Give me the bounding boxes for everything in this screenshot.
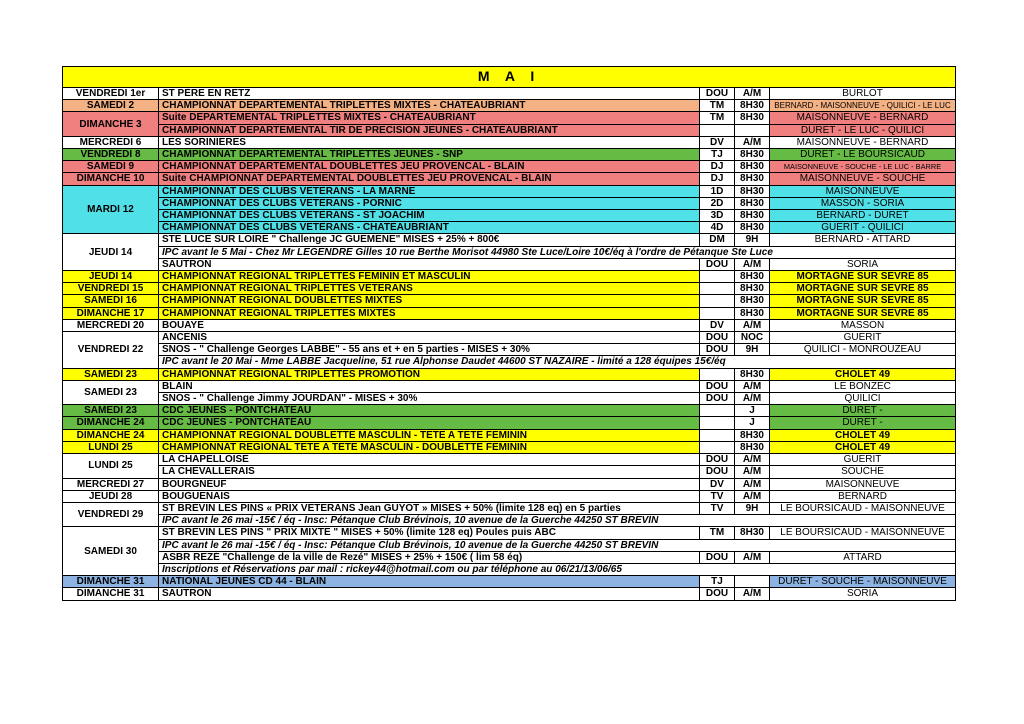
event-cell: IPC avant le 26 mai -15€ / éq - Insc: Pétanque Club Brévinois, 10 avenue de la Guerche 44250 ST BREVIN	[159, 515, 956, 527]
time-cell: A/M	[735, 454, 770, 466]
type-cell: DOU	[700, 88, 735, 100]
type-cell: DOU	[700, 380, 735, 392]
event-cell: SAUTRON	[159, 258, 700, 270]
event-cell: ST PÈRE EN RETZ	[159, 88, 700, 100]
time-cell: 8H30	[735, 441, 770, 453]
time-cell: A/M	[735, 551, 770, 563]
assignee-cell: CHOLET 49	[770, 441, 956, 453]
type-cell: DJ	[700, 161, 735, 173]
date-cell: DIMANCHE 17	[63, 307, 159, 319]
time-cell: A/M	[735, 466, 770, 478]
table-row	[63, 173, 956, 185]
event-cell: Suite DEPARTEMENTAL TRIPLETTES MIXTES - CHATEAUBRIANT	[159, 112, 700, 124]
table-row	[63, 112, 956, 124]
time-cell: A/M	[735, 258, 770, 270]
date-cell: JEUDI 14	[63, 271, 159, 283]
table-row	[63, 393, 956, 405]
date-cell: SAMEDI 16	[63, 295, 159, 307]
assignee-cell: LE BOURSICAUD - MAISONNEUVE	[770, 527, 956, 539]
table-row	[63, 283, 956, 295]
date-cell: VENDREDI 15	[63, 283, 159, 295]
table-row	[63, 454, 956, 466]
type-cell: TJ	[700, 149, 735, 161]
table-row	[63, 502, 956, 514]
table-row	[63, 319, 956, 331]
time-cell: 8H30	[735, 161, 770, 173]
date-cell: VENDREDI 1er	[63, 88, 159, 100]
table-row	[63, 185, 956, 197]
event-cell: IPC avant le 20 Mai - Mme LABBE Jacqueline, 51 rue Alphonse Daudet 44600 ST NAZAIRE - limité a 128 équipes 15€/éq	[159, 356, 956, 368]
date-cell: DIMANCHE 3	[63, 112, 159, 136]
type-cell: DOU	[700, 551, 735, 563]
time-cell	[735, 576, 770, 588]
assignee-cell: CHOLET 49	[770, 368, 956, 380]
time-cell: 9H	[735, 344, 770, 356]
event-cell: CDC JEUNES - PONTCHATEAU	[159, 417, 700, 429]
time-cell	[735, 124, 770, 136]
assignee-cell: LE BONZEC	[770, 380, 956, 392]
table-row	[63, 405, 956, 417]
date-cell: SAMEDI 9	[63, 161, 159, 173]
event-cell: IPC avant le 26 mai -15€ / éq - Insc: Pétanque Club Brévinois, 10 avenue de la Guerche 44250 ST BREVIN	[159, 539, 956, 551]
type-cell: DOU	[700, 332, 735, 344]
table-row	[63, 344, 956, 356]
type-cell	[700, 417, 735, 429]
assignee-cell: BERNARD - DURET	[770, 210, 956, 222]
event-cell: ASBR REZÉ "Challenge de la ville de Rezé" MISES + 25% + 150€ ( lim 58 éq)	[159, 551, 700, 563]
time-cell: 8H30	[735, 210, 770, 222]
assignee-cell: SORIA	[770, 258, 956, 270]
date-cell: JEUDI 28	[63, 490, 159, 502]
type-cell: TJ	[700, 576, 735, 588]
time-cell: A/M	[735, 380, 770, 392]
type-cell: DOU	[700, 393, 735, 405]
assignee-cell: LE BOURSICAUD - MAISONNEUVE	[770, 502, 956, 514]
title-row	[63, 67, 956, 88]
table-row	[63, 539, 956, 551]
date-cell: DIMANCHE 24	[63, 417, 159, 429]
time-cell: A/M	[735, 490, 770, 502]
date-cell: DIMANCHE 31	[63, 576, 159, 588]
time-cell: 8H30	[735, 307, 770, 319]
table-row	[63, 515, 956, 527]
type-cell: DOU	[700, 258, 735, 270]
assignee-cell: DURET -	[770, 417, 956, 429]
time-cell: J	[735, 405, 770, 417]
date-cell: LUNDI 25	[63, 454, 159, 478]
date-cell: VENDREDI 22	[63, 332, 159, 369]
event-cell: SNOS - " Challenge Georges LABBE" - 55 ans et + en 5 parties - MISES + 30%	[159, 344, 700, 356]
type-cell: DV	[700, 136, 735, 148]
time-cell: 8H30	[735, 173, 770, 185]
time-cell: 8H30	[735, 271, 770, 283]
type-cell	[700, 295, 735, 307]
assignee-cell: GUERIT	[770, 454, 956, 466]
type-cell: 2D	[700, 197, 735, 209]
assignee-cell: SOUCHE	[770, 466, 956, 478]
time-cell: A/M	[735, 478, 770, 490]
table-row	[63, 563, 956, 575]
event-cell: BOUGUENAIS	[159, 490, 700, 502]
date-cell: JEUDI 14	[63, 234, 159, 271]
time-cell: 9H	[735, 502, 770, 514]
event-cell: BOURGNEUF	[159, 478, 700, 490]
event-cell: Inscriptions et Réservations par mail : rickey44@hotmail.com ou par téléphone au 06/21/13/06/65	[159, 563, 956, 575]
event-cell: LA CHAPELLOISE	[159, 454, 700, 466]
event-cell: CHAMPIONNAT DEPARTEMENTAL DOUBLETTES JEU PROVENCAL - BLAIN	[159, 161, 700, 173]
table-row	[63, 466, 956, 478]
type-cell: TM	[700, 100, 735, 112]
assignee-cell: SORIA	[770, 588, 956, 600]
time-cell: 9H	[735, 234, 770, 246]
assignee-cell: MORTAGNE SUR SEVRE 85	[770, 307, 956, 319]
table-row	[63, 149, 956, 161]
date-cell: SAMEDI 30	[63, 527, 159, 576]
event-cell: BLAIN	[159, 380, 700, 392]
table-row	[63, 332, 956, 344]
type-cell	[700, 307, 735, 319]
assignee-cell: GUERIT	[770, 332, 956, 344]
table-row	[63, 429, 956, 441]
event-cell: LES SORINIERES	[159, 136, 700, 148]
event-cell: CDC JEUNES - PONTCHATEAU	[159, 405, 700, 417]
type-cell: TM	[700, 527, 735, 539]
type-cell	[700, 283, 735, 295]
assignee-cell: MAISONNEUVE - SOUCHE - LE LUC - BARRE	[770, 161, 956, 173]
table-row	[63, 271, 956, 283]
date-cell: VENDREDI 8	[63, 149, 159, 161]
assignee-cell: MASSON - SORIA	[770, 197, 956, 209]
time-cell: A/M	[735, 588, 770, 600]
time-cell: 8H30	[735, 283, 770, 295]
assignee-cell: DURET -	[770, 405, 956, 417]
assignee-cell: MAISONNEUVE	[770, 478, 956, 490]
type-cell: DOU	[700, 344, 735, 356]
type-cell: DJ	[700, 173, 735, 185]
date-cell: DIMANCHE 10	[63, 173, 159, 185]
assignee-cell: BERNARD	[770, 490, 956, 502]
event-cell: CHAMPIONNAT DES CLUBS VETERANS - LA MARNE	[159, 185, 700, 197]
assignee-cell: MAISONNEUVE - BERNARD	[770, 112, 956, 124]
table-row	[63, 478, 956, 490]
table-row	[63, 380, 956, 392]
event-cell: CHAMPIONNAT REGIONAL TRIPLETTES PROMOTION	[159, 368, 700, 380]
event-cell: CHAMPIONNAT DEPARTEMENTAL TIR DE PRECISION JEUNES - CHATEAUBRIANT	[159, 124, 700, 136]
table-row	[63, 368, 956, 380]
event-cell: LA CHEVALLERAIS	[159, 466, 700, 478]
table-row	[63, 588, 956, 600]
time-cell: NOC	[735, 332, 770, 344]
calendar-table	[62, 66, 956, 601]
assignee-cell: BURLOT	[770, 88, 956, 100]
type-cell: TM	[700, 112, 735, 124]
date-cell: DIMANCHE 24	[63, 429, 159, 441]
event-cell: CHAMPIONNAT DEPARTEMENTAL TRIPLETTES JEUNES - SNP	[159, 149, 700, 161]
event-cell: CHAMPIONNAT REGIONAL TRIPLETTES MIXTES	[159, 307, 700, 319]
table-row	[63, 136, 956, 148]
event-cell: CHAMPIONNAT DES CLUBS VETERANS - CHATEAUBRIANT	[159, 222, 700, 234]
table-row	[63, 124, 956, 136]
event-cell: ST BREVIN LES PINS " PRIX MIXTE " MISES + 50% (limite 128 eq) Poules puis ABC	[159, 527, 700, 539]
assignee-cell: ATTARD	[770, 551, 956, 563]
assignee-cell: BERNARD - ATTARD	[770, 234, 956, 246]
time-cell: 8H30	[735, 100, 770, 112]
date-cell: MERCREDI 6	[63, 136, 159, 148]
table-row	[63, 222, 956, 234]
table-row	[63, 161, 956, 173]
table-row	[63, 197, 956, 209]
time-cell: 8H30	[735, 222, 770, 234]
event-cell: CHAMPIONNAT DES CLUBS VETERANS - PORNIC	[159, 197, 700, 209]
type-cell: DV	[700, 319, 735, 331]
assignee-cell: QUILICI - MONROUZEAU	[770, 344, 956, 356]
date-cell: LUNDI 25	[63, 441, 159, 453]
assignee-cell: MAISONNEUVE - BERNARD	[770, 136, 956, 148]
month-title: M A I	[63, 67, 956, 88]
type-cell: DM	[700, 234, 735, 246]
time-cell: A/M	[735, 393, 770, 405]
type-cell: DV	[700, 478, 735, 490]
time-cell: A/M	[735, 319, 770, 331]
type-cell: DOU	[700, 466, 735, 478]
date-cell: MERCREDI 27	[63, 478, 159, 490]
table-row	[63, 356, 956, 368]
event-cell: CHAMPIONNAT DES CLUBS VETERANS - ST JOACHIM	[159, 210, 700, 222]
time-cell: 8H30	[735, 295, 770, 307]
time-cell: 8H30	[735, 197, 770, 209]
assignee-cell: BERNARD - MAISONNEUVE - QUILICI - LE LUC	[770, 100, 956, 112]
time-cell: 8H30	[735, 527, 770, 539]
table-row	[63, 417, 956, 429]
assignee-cell: MAISONNEUVE	[770, 185, 956, 197]
event-cell: STE LUCE SUR LOIRE " Challenge JC GUEMENE" MISES + 25% + 800€	[159, 234, 700, 246]
time-cell: 8H30	[735, 149, 770, 161]
type-cell	[700, 429, 735, 441]
event-cell: CHAMPIONNAT REGIONAL TRIPLETTES FEMININ ET MASCULIN	[159, 271, 700, 283]
table-row	[63, 576, 956, 588]
assignee-cell: CHOLET 49	[770, 429, 956, 441]
event-cell: BOUAYE	[159, 319, 700, 331]
event-cell: Suite CHAMPIONNAT DEPARTEMENTAL DOUBLETTES JEU PROVENCAL - BLAIN	[159, 173, 700, 185]
table-row	[63, 258, 956, 270]
type-cell: 3D	[700, 210, 735, 222]
assignee-cell: DURET - LE BOURSICAUD	[770, 149, 956, 161]
time-cell: A/M	[735, 136, 770, 148]
assignee-cell: MORTAGNE SUR SEVRE 85	[770, 283, 956, 295]
table-row	[63, 88, 956, 100]
type-cell: 1D	[700, 185, 735, 197]
event-cell: ANCENIS	[159, 332, 700, 344]
date-cell: MARDI 12	[63, 185, 159, 234]
type-cell	[700, 271, 735, 283]
table-row	[63, 551, 956, 563]
date-cell: VENDREDI 29	[63, 502, 159, 526]
type-cell	[700, 405, 735, 417]
table-row	[63, 490, 956, 502]
event-cell: CHAMPIONNAT DEPARTEMENTAL TRIPLETTES MIXTES - CHATEAUBRIANT	[159, 100, 700, 112]
time-cell: 8H30	[735, 185, 770, 197]
assignee-cell: MORTAGNE SUR SEVRE 85	[770, 271, 956, 283]
type-cell	[700, 368, 735, 380]
event-cell: CHAMPIONNAT REGIONAL DOUBLETTES MIXTES	[159, 295, 700, 307]
table-row	[63, 527, 956, 539]
assignee-cell: MASSON	[770, 319, 956, 331]
time-cell: A/M	[735, 88, 770, 100]
date-cell: MERCREDI 20	[63, 319, 159, 331]
date-cell: DIMANCHE 31	[63, 588, 159, 600]
event-cell: CHAMPIONNAT REGIONAL TETE A TETE MASCULIN - DOUBLETTE FEMININ	[159, 441, 700, 453]
type-cell: DOU	[700, 454, 735, 466]
table-row	[63, 210, 956, 222]
time-cell: 8H30	[735, 429, 770, 441]
type-cell	[700, 124, 735, 136]
assignee-cell: MAISONNEUVE - SOUCHE	[770, 173, 956, 185]
table-row	[63, 295, 956, 307]
assignee-cell: GUERIT - QUILICI	[770, 222, 956, 234]
assignee-cell: DURET - LE LUC - QUILICI	[770, 124, 956, 136]
date-cell: SAMEDI 23	[63, 405, 159, 417]
assignee-cell: MORTAGNE SUR SEVRE 85	[770, 295, 956, 307]
time-cell: 8H30	[735, 368, 770, 380]
table-row	[63, 246, 956, 258]
assignee-cell: DURET - SOUCHE - MAISONNEUVE	[770, 576, 956, 588]
table-row	[63, 307, 956, 319]
date-cell: SAMEDI 23	[63, 380, 159, 404]
time-cell: 8H30	[735, 112, 770, 124]
type-cell: 4D	[700, 222, 735, 234]
assignee-cell: QUILICI	[770, 393, 956, 405]
date-cell: SAMEDI 2	[63, 100, 159, 112]
table-row	[63, 441, 956, 453]
event-cell: NATIONAL JEUNES CD 44 - BLAIN	[159, 576, 700, 588]
time-cell: J	[735, 417, 770, 429]
type-cell: TV	[700, 490, 735, 502]
event-cell: CHAMPIONNAT REGIONAL DOUBLETTE MASCULIN - TETE A TETE FEMININ	[159, 429, 700, 441]
type-cell	[700, 441, 735, 453]
type-cell: TV	[700, 502, 735, 514]
event-cell: SAUTRON	[159, 588, 700, 600]
table-row	[63, 100, 956, 112]
event-cell: IPC avant le 5 Mai - Chez Mr LEGENDRE Gilles 10 rue Berthe Morisot 44980 Ste Luce/Loire 10€/éq à l'ordre de Pétanque Ste Luce	[159, 246, 956, 258]
date-cell: SAMEDI 23	[63, 368, 159, 380]
event-cell: ST BREVIN LES PINS « PRIX VETERANS Jean GUYOT » MISES + 50% (limite 128 eq) en 5 parties	[159, 502, 700, 514]
event-cell: CHAMPIONNAT REGIONAL TRIPLETTES VETERANS	[159, 283, 700, 295]
table-row	[63, 234, 956, 246]
event-cell: SNOS - " Challenge Jimmy JOURDAN" - MISES + 30%	[159, 393, 700, 405]
type-cell: DOU	[700, 588, 735, 600]
